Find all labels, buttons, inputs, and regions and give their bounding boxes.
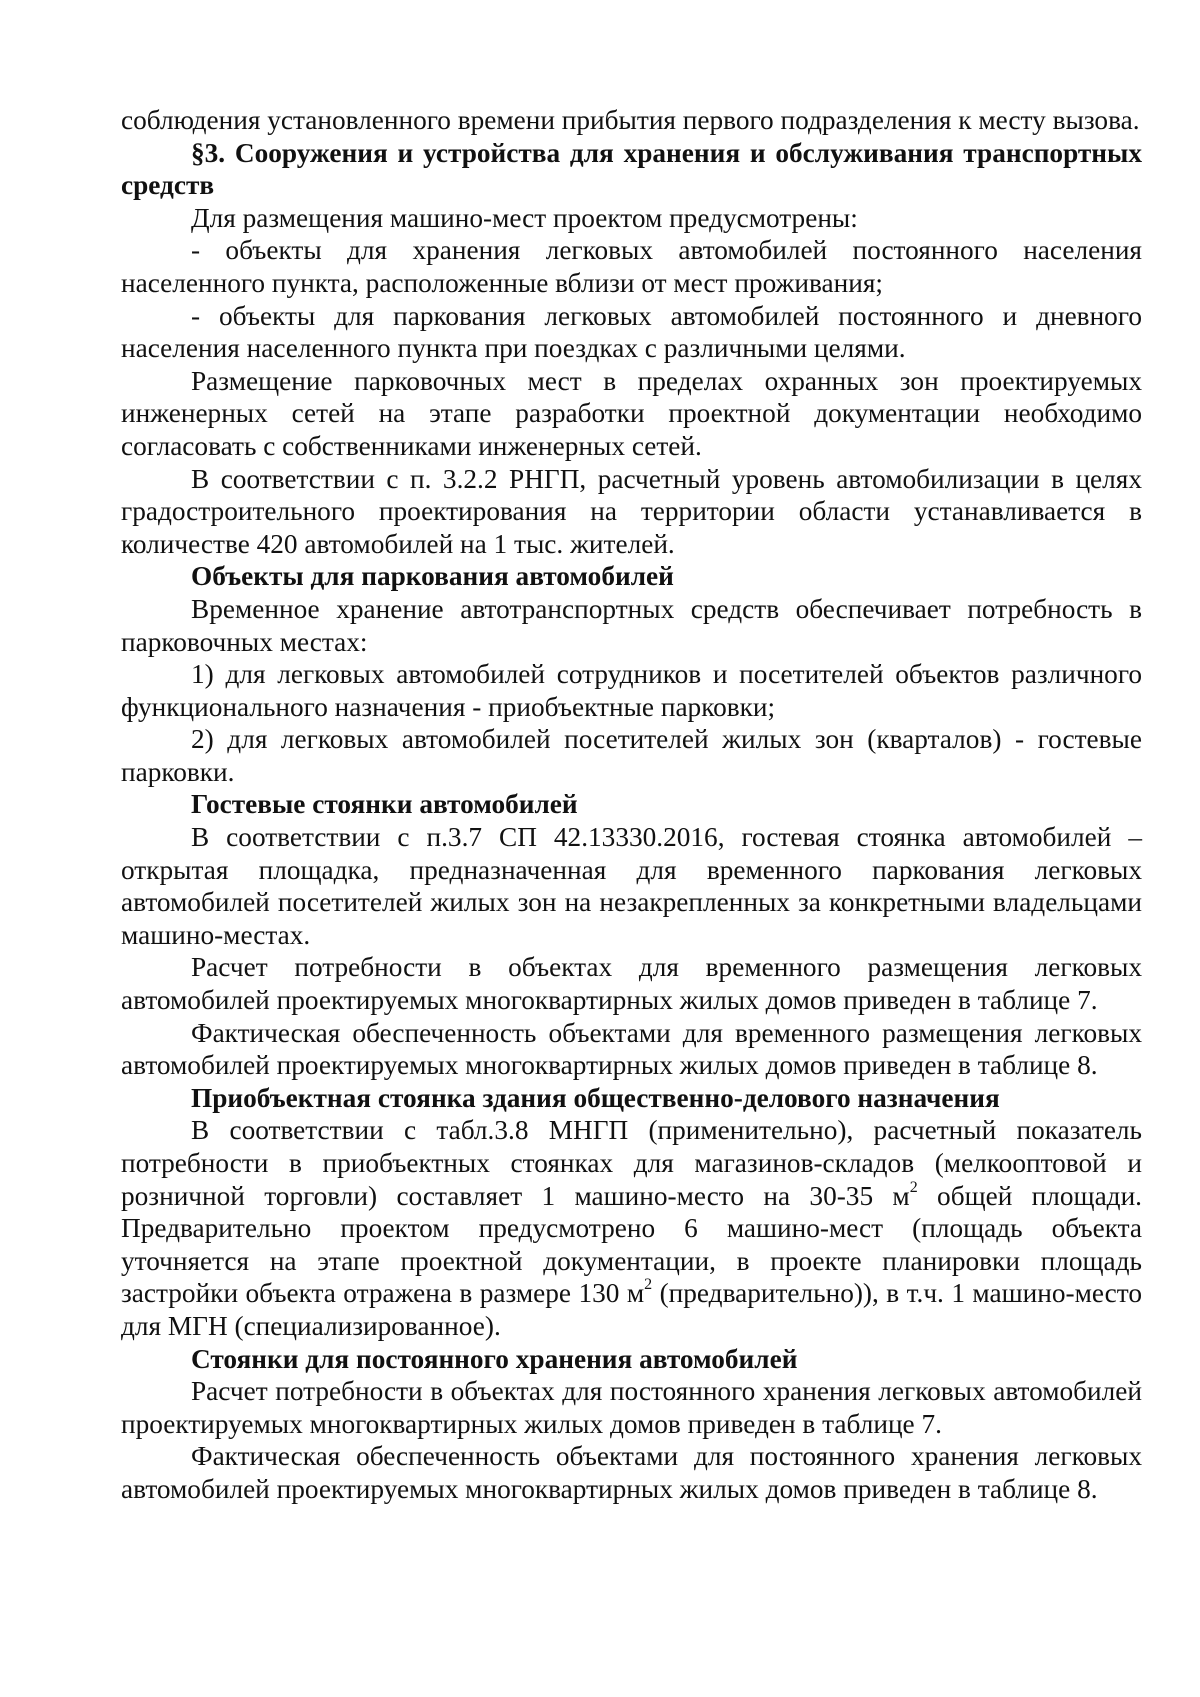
parking-objects-item-1: 1) для легковых автомобилей сотрудников и посетителей объектов различного функционального назначения - приобъектные парковки; — [121, 659, 1142, 722]
onsite-parking-paragraph — [121, 1114, 1142, 1342]
guest-parking-paragraph-1: В соответствии с п.3.7 СП 42.13330.2016, гостевая стоянка автомобилей – открытая площадка, предназначенная для временного паркования легковых автомобилей посетителей жилых зон на незакрепленных за конкретными владельцами машино-местах. — [121, 822, 1142, 950]
permanent-parking-paragraph-2: Фактическая обеспеченность объектами для постоянного хранения легковых автомобилей проектируемых многоквартирных жилых домов приведен в таблице 8. — [121, 1441, 1142, 1504]
section-3-motorization-paragraph: В соответствии с п. 3.2.2 РНГП, расчетный уровень автомобилизации в целях градостроительного проектирования на территории области устанавливается в количестве 420 автомобилей на 1 тыс. жителей. — [121, 463, 1142, 559]
continuation-paragraph: соблюдения установленного времени прибытия первого подразделения к месту вызова. — [121, 105, 1140, 135]
onsite-parking-text-part-2: общей площади. Предварительно проектом предусмотрено 6 машино-мест (площадь объекта уточняется на этапе проектной документации, в проекте планировки площадь застройки объекта отражена в размере 130 м — [121, 1180, 1143, 1309]
parking-objects-paragraph: Временное хранение автотранспортных средств обеспечивает потребность в парковочных местах: — [121, 593, 1142, 657]
section-3-item-storage: - объекты для хранения легковых автомобилей постоянного населения населенного пункта, расположенные вблизи от мест проживания; — [121, 235, 1142, 298]
document-page — [121, 104, 1142, 1506]
parking-objects-heading: Объекты для паркования автомобилей — [191, 561, 674, 592]
guest-parking-paragraph-3: Фактическая обеспеченность объектами для временного размещения легковых автомобилей проектируемых многоквартирных жилых домов приведен в таблице 8. — [121, 1017, 1142, 1081]
onsite-parking-text-part-3: (предварительно)), в т.ч. 1 машино-место для МГН (специализированное). — [121, 1278, 1142, 1341]
permanent-parking-heading: Стоянки для постоянного хранения автомобилей — [191, 1343, 798, 1374]
guest-parking-paragraph-2: Расчет потребности в объектах для временного размещения легковых автомобилей проектируемых многоквартирных жилых домов приведен в таблице 7. — [121, 952, 1142, 1016]
onsite-parking-heading: Приобъектная стоянка здания общественно-делового назначения — [191, 1082, 1000, 1113]
section-3-heading: §3. Сооружения и устройства для хранения и обслуживания транспортных средств — [121, 137, 1142, 201]
guest-parking-heading: Гостевые стоянки автомобилей — [191, 789, 578, 820]
superscript-square: 2 — [644, 1276, 653, 1294]
superscript-square: 2 — [909, 1178, 918, 1196]
permanent-parking-paragraph-1: Расчет потребности в объектах для постоянного хранения легковых автомобилей проектируемых многоквартирных жилых домов приведен в таблице 7. — [121, 1376, 1142, 1439]
section-3-intro: Для размещения машино-мест проектом предусмотрены: — [191, 202, 858, 233]
onsite-parking-text-part-1: В соответствии с табл.3.8 МНГП (применительно), расчетный показатель потребности в приобъектных стоянках для магазинов-складов (мелкооптовой и розничной торговли) составляет 1 машино-место на 30-35 м — [121, 1115, 1142, 1211]
parking-objects-item-2: 2) для легковых автомобилей посетителей жилых зон (кварталов) - гостевые парковки. — [121, 724, 1142, 787]
section-3-item-parking: - объекты для паркования легковых автомобилей постоянного и дневного населения населенного пункта при поездках с различными целями. — [121, 300, 1142, 364]
section-3-placement-paragraph: Размещение парковочных мест в пределах охранных зон проектируемых инженерных сетей на этапе разработки проектной документации необходимо согласовать с собственниками инженерных сетей. — [121, 365, 1142, 461]
